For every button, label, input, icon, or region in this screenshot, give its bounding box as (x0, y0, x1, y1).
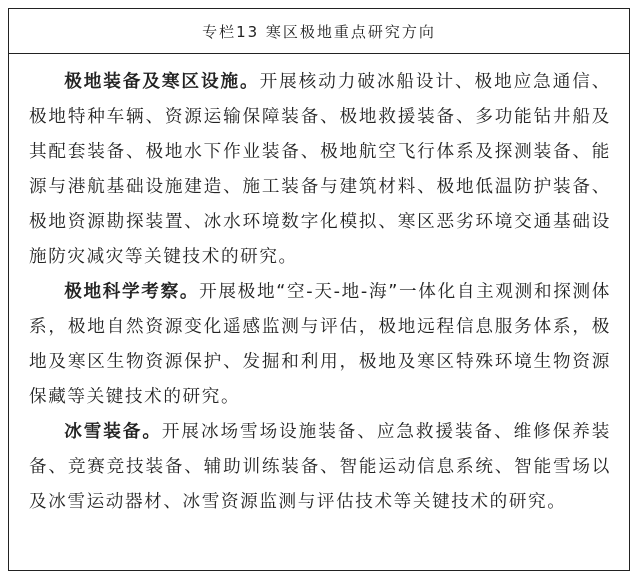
paragraph-ice-snow-equipment (29, 415, 611, 520)
paragraph-body: 开展核动力破冰船设计、极地应急通信、极地特种车辆、资源运输保障装备、极地救援装备、多功能钻井船及其配套装备、极地水下作业装备、极地航空飞行体系及探测装备、能源与港航基础设施建造、施工装备与建筑材料、极地低温防护装备、极地资源勘探装置、冰水环境数字化模拟、寒区恶劣环境交通基础设施防灾减灾等关键技术的研究。 (29, 72, 611, 267)
column-content (29, 65, 611, 520)
column-box (8, 8, 630, 571)
paragraph-heading: 极地科学考察。 (64, 282, 200, 302)
paragraph-body: 开展冰场雪场设施装备、应急救援装备、维修保养装备、竞赛竞技装备、辅助训练装备、智能运动信息系统、智能雪场以及冰雪运动器材、冰雪资源监测与评估技术等关键技术的研究。 (29, 422, 611, 512)
paragraph-heading: 冰雪装备。 (64, 422, 162, 442)
column-title: 专栏13 寒区极地重点研究方向 (9, 9, 629, 54)
paragraph-polar-equipment (29, 65, 611, 275)
paragraph-body: 开展极地“空-天-地-海”一体化自主观测和探测体系，极地自然资源变化遥感监测与评估，极地远程信息服务体系，极地及寒区生物资源保护、发掘和利用，极地及寒区特殊环境生物资源保藏等关键技术的研究。 (29, 282, 611, 407)
paragraph-polar-science (29, 275, 611, 415)
paragraph-heading: 极地装备及寒区设施。 (64, 72, 260, 92)
